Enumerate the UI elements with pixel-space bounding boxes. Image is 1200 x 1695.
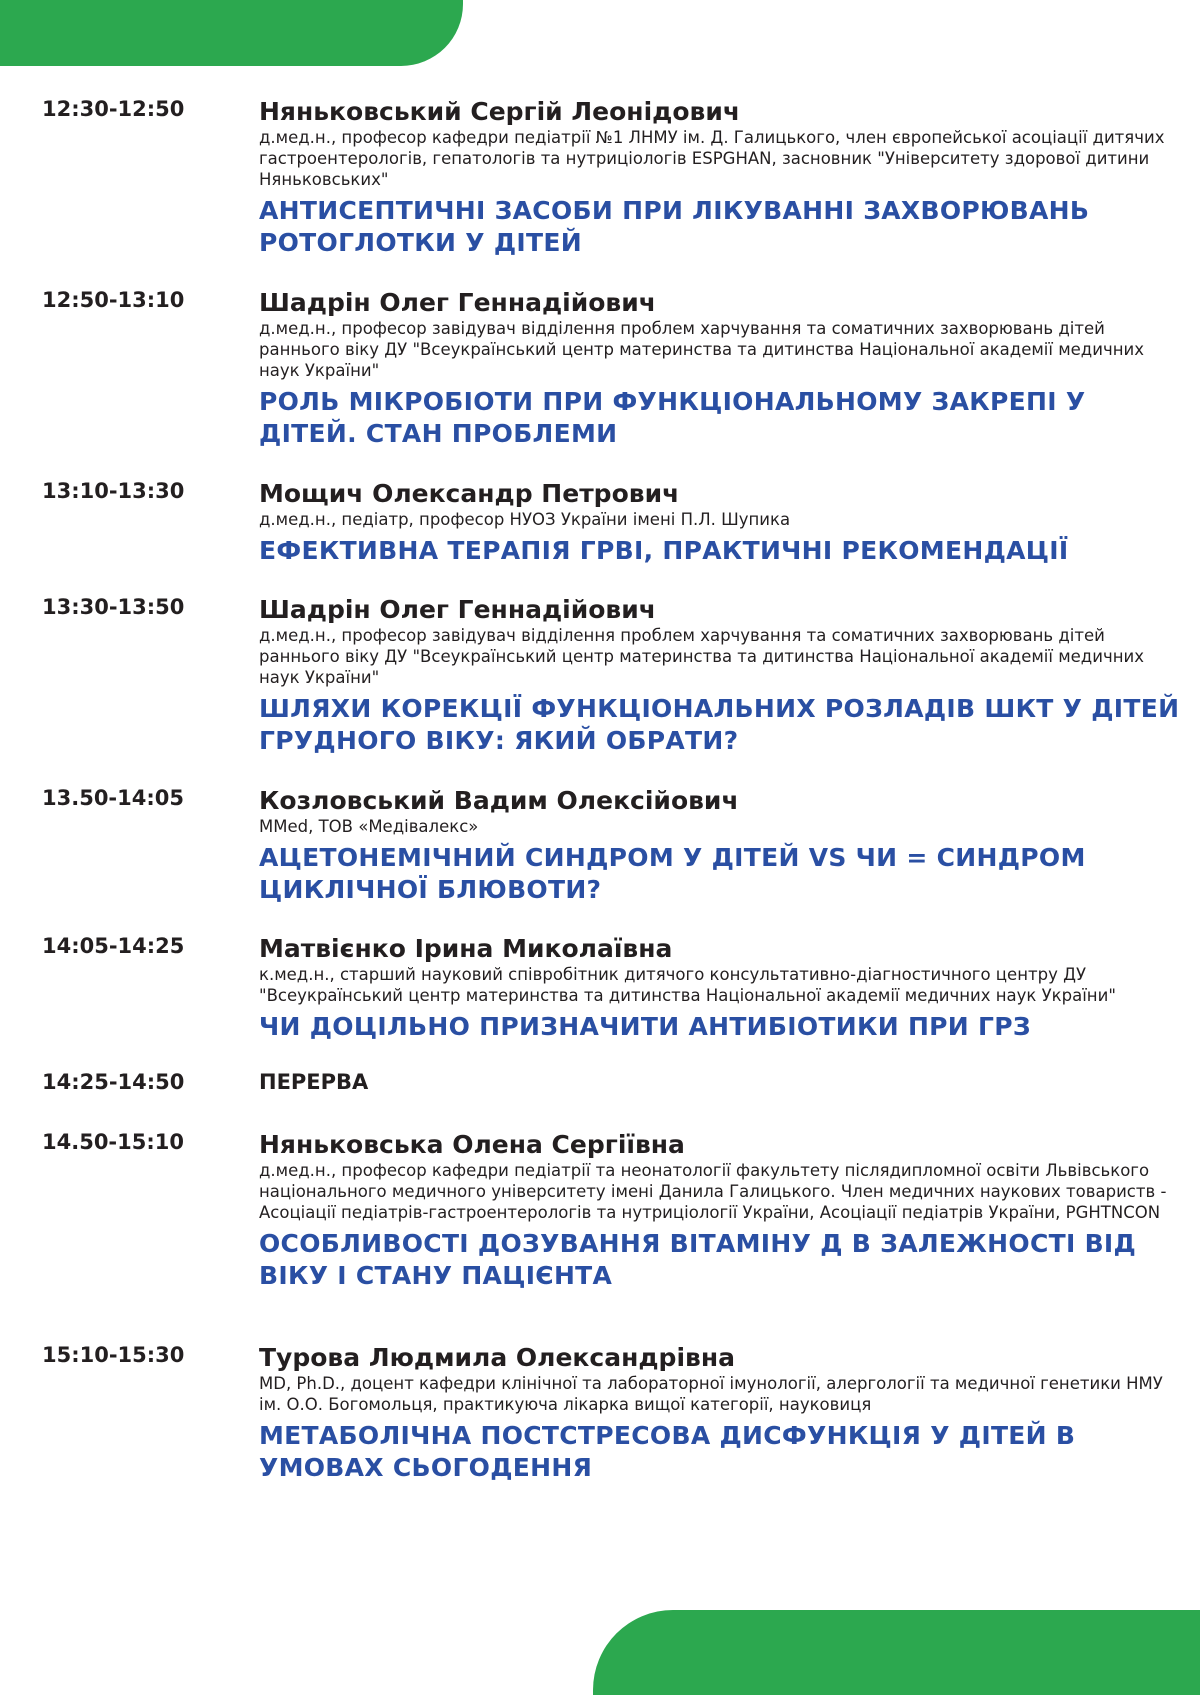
session-content xyxy=(259,288,1184,450)
session-content xyxy=(259,97,1184,259)
decorative-green-shape-bottom xyxy=(593,1610,1200,1695)
talk-topic: РОЛЬ МІКРОБІОТИ ПРИ ФУНКЦІОНАЛЬНОМУ ЗАКРЕПІ У ДІТЕЙ. СТАН ПРОБЛЕМИ xyxy=(259,387,1086,448)
session-content xyxy=(259,1343,1184,1484)
session-time: 14:05-14:25 xyxy=(42,934,185,958)
speaker-description: д.мед.н., професор завідувач відділення проблем харчування та соматичних захворювань дітей раннього віку ДУ "Всеукраїнський центр материнства та дитинства Національної академії медичних наук України" xyxy=(259,626,1144,687)
talk-topic: ОСОБЛИВОСТІ ДОЗУВАННЯ ВІТАМІНУ Д В ЗАЛЕЖНОСТІ ВІД ВІКУ І СТАНУ ПАЦІЄНТА xyxy=(259,1229,1137,1290)
session-content xyxy=(259,786,1184,906)
speaker-description: д.мед.н., професор завідувач відділення проблем харчування та соматичних захворювань дітей раннього віку ДУ "Всеукраїнський центр материнства та дитинства Національної академії медичних наук України" xyxy=(259,319,1144,380)
speaker-description: MD, Ph.D., доцент кафедри клінічної та лабораторної імунології, алергології та медичної генетики НМУ ім. О.О. Богомольця, практикуюча лікарка вищої категорії, науковиця xyxy=(259,1374,1163,1414)
break-time: 14:25-14:50 xyxy=(42,1070,185,1094)
speaker-description: д.мед.н., професор кафедри педіатрії №1 ЛНМУ ім. Д. Галицького, член європейської асоціації дитячих гастроентерологів, гепатологів та нутриціологів ESPGHAN, засновник "Університету здорової дитини Няньковських" xyxy=(259,128,1165,189)
talk-topic: ЧИ ДОЦІЛЬНО ПРИЗНАЧИТИ АНТИБІОТИКИ ПРИ ГРЗ xyxy=(259,1012,1031,1041)
speaker-name: Турова Людмила Олександрівна xyxy=(259,1343,735,1372)
talk-topic: ЕФЕКТИВНА ТЕРАПІЯ ГРВІ, ПРАКТИЧНІ РЕКОМЕНДАЦІЇ xyxy=(259,536,1069,565)
session-time: 14.50-15:10 xyxy=(42,1130,184,1154)
speaker-name: Шадрін Олег Геннадійович xyxy=(259,288,656,317)
talk-topic: АНТИСЕПТИЧНІ ЗАСОБИ ПРИ ЛІКУВАННІ ЗАХВОРЮВАНЬ РОТОГЛОТКИ У ДІТЕЙ xyxy=(259,196,1090,257)
talk-topic: АЦЕТОНЕМІЧНИЙ СИНДРОМ У ДІТЕЙ VS ЧИ = СИНДРОМ ЦИКЛІЧНОЇ БЛЮВОТИ? xyxy=(259,843,1086,904)
break-label: ПЕРЕРВА xyxy=(259,1070,369,1094)
session-time: 12:30-12:50 xyxy=(42,97,185,121)
speaker-name: Козловський Вадим Олексійович xyxy=(259,786,739,815)
session-time: 15:10-15:30 xyxy=(42,1343,185,1367)
speaker-name: Няньковський Сергій Леонідович xyxy=(259,97,741,126)
session-time: 13.50-14:05 xyxy=(42,786,184,810)
decorative-green-shape-top xyxy=(0,0,463,66)
speaker-description: к.мед.н., старший науковий співробітник дитячого консультативно-діагностичного центру ДУ "Всеукраїнський центр материнства та дитинства Національної академії медичних наук України" xyxy=(259,965,1116,1005)
break-content xyxy=(259,1070,1184,1094)
speaker-description: д.мед.н., професор кафедри педіатрії та неонатології факультету післядипломної освіти Львівського національного медичного університету імені Данила Галицького. Член медичних наукових товариств - Асоціації педіатрів-гастроентерологів та нутриціології України, Асоціації педіатрів України, PGHTNCON xyxy=(259,1161,1167,1222)
session-content xyxy=(259,479,1184,567)
talk-topic: ШЛЯХИ КОРЕКЦІЇ ФУНКЦІОНАЛЬНИХ РОЗЛАДІВ ШКТ У ДІТЕЙ ГРУДНОГО ВІКУ: ЯКИЙ ОБРАТИ? xyxy=(259,694,1180,755)
session-time: 13:30-13:50 xyxy=(42,595,185,619)
speaker-name: Матвієнко Ірина Миколаївна xyxy=(259,934,673,963)
session-time: 12:50-13:10 xyxy=(42,288,185,312)
session-content xyxy=(259,595,1184,757)
speaker-description: д.мед.н., педіатр, професор НУОЗ України імені П.Л. Шупика xyxy=(259,510,791,529)
talk-topic: МЕТАБОЛІЧНА ПОСТСТРЕСОВА ДИСФУНКЦІЯ У ДІТЕЙ В УМОВАХ СЬОГОДЕННЯ xyxy=(259,1421,1076,1482)
session-content xyxy=(259,934,1184,1043)
speaker-description: MMed, ТОВ «Медівалекс» xyxy=(259,817,479,836)
speaker-name: Няньковська Олена Сергіївна xyxy=(259,1130,685,1159)
session-content xyxy=(259,1130,1184,1292)
speaker-name: Шадрін Олег Геннадійович xyxy=(259,595,656,624)
speaker-name: Мощич Олександр Петрович xyxy=(259,479,680,508)
session-time: 13:10-13:30 xyxy=(42,479,185,503)
